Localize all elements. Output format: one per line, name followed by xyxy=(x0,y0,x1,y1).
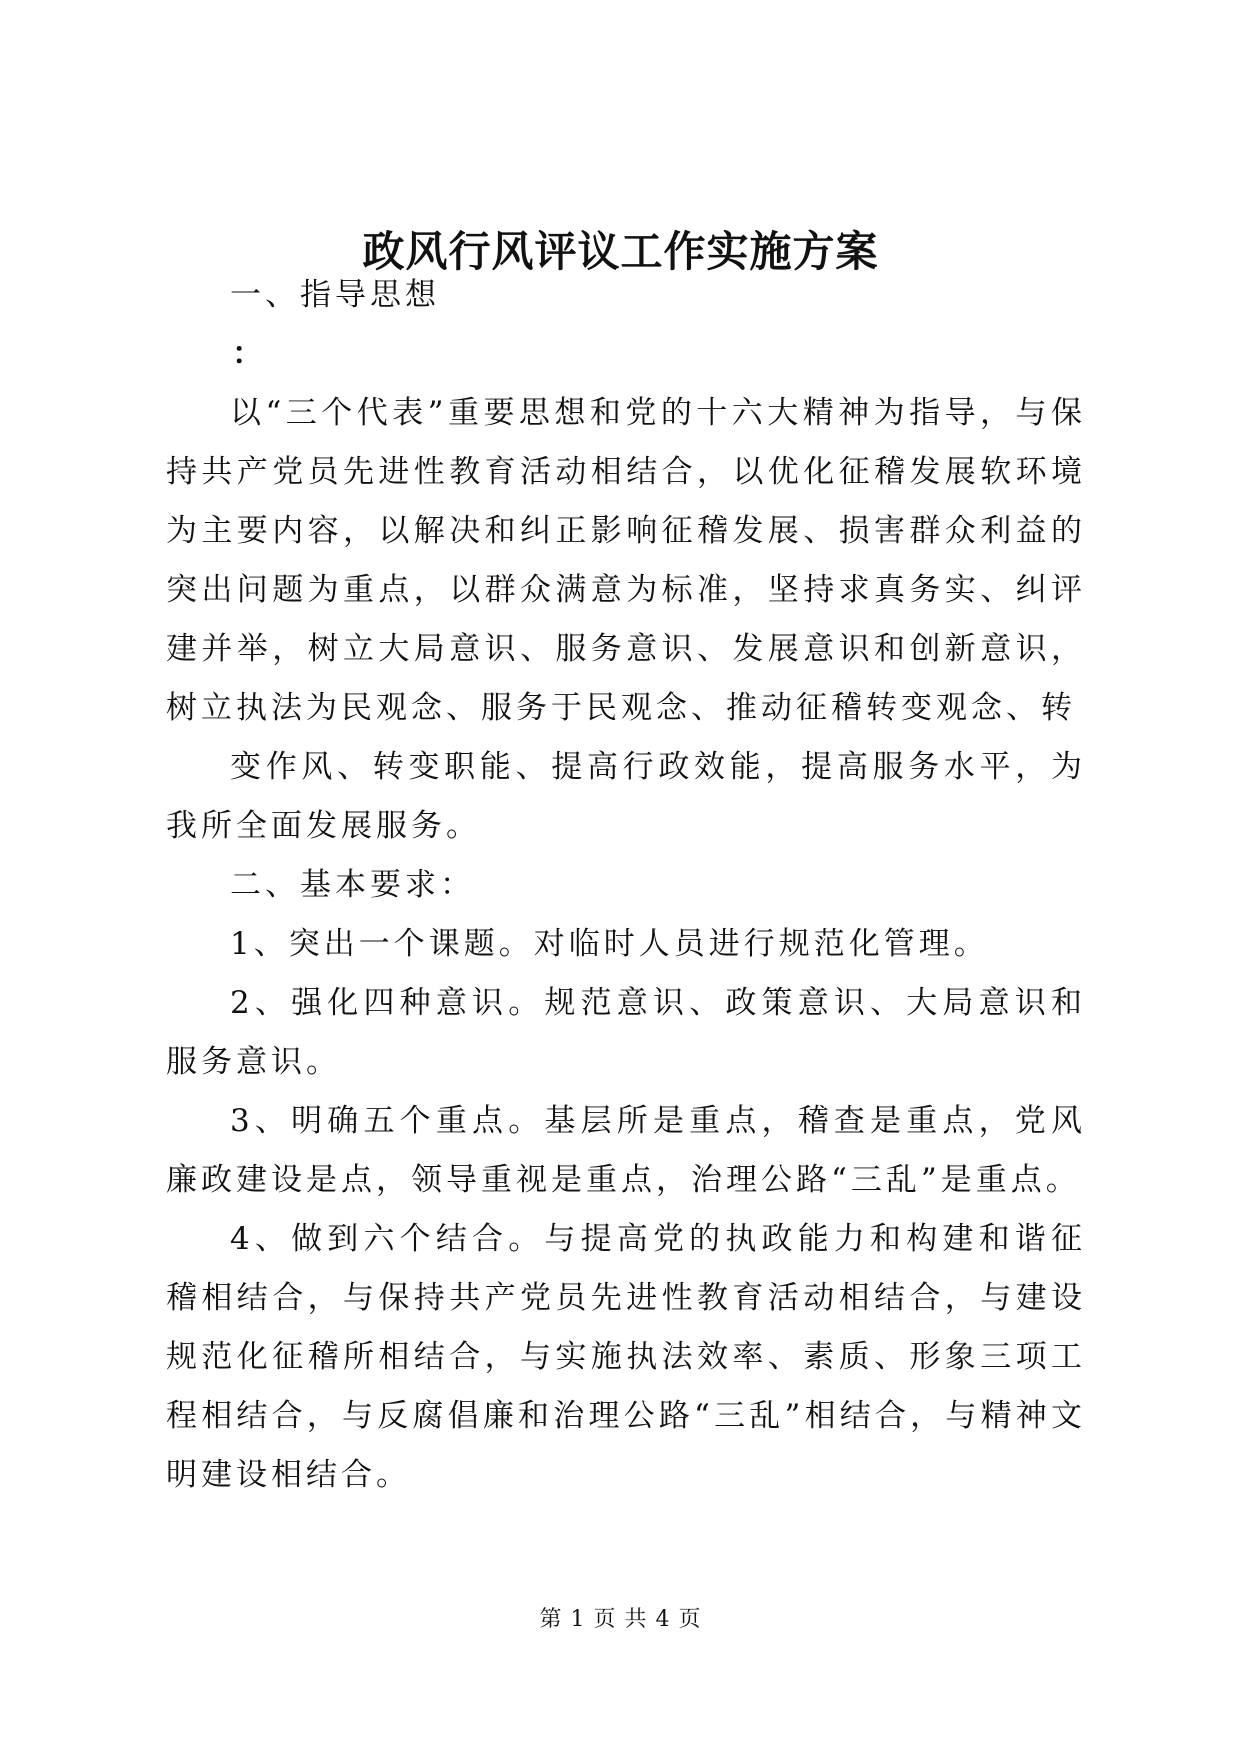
document-body xyxy=(166,266,1086,1505)
requirement-item-2: 2、强化四种意识。规范意识、政策意识、大局意识和服务意识。 xyxy=(166,985,1086,1080)
document-title: 政风行风评议工作实施方案 xyxy=(362,227,879,276)
requirement-item-3: 3、明确五个重点。基层所是重点，稽查是重点，党风廉政建设是点，领导重视是重点，治理公路“三乱”是重点。 xyxy=(166,1103,1086,1198)
section-heading-guiding-ideology: 一、指导思想 xyxy=(230,277,440,313)
paragraph-guiding-ideology-1: 以“三个代表”重要思想和党的十六大精神为指导，与保持共产党员先进性教育活动相结合，以优化征稽发展软环境为主要内容，以解决和纠正影响征稽发展、损害群众利益的突出问题为重点，以群众满意为标准，坚持求真务实、纠评建并举，树立大局意识、服务意识、发展意识和创新意识，树立执法为民观念、服务于民观念、推动征稽转变观念、转 xyxy=(166,395,1086,726)
section-heading-basic-requirements: 二、基本要求： xyxy=(230,867,475,903)
page-footer: 第 1 页 共 4 页 xyxy=(539,1607,702,1632)
requirement-item-4: 4、做到六个结合。与提高党的执政能力和构建和谐征稽相结合，与保持共产党员先进性教育活动相结合，与建设规范化征稽所相结合，与实施执法效率、素质、形象三项工程相结合，与反腐倡廉和治理公路“三乱”相结合，与精神文明建设相结合。 xyxy=(166,1221,1086,1493)
colon-line: ： xyxy=(232,336,263,372)
paragraph-guiding-ideology-2: 变作风、转变职能、提高行政效能，提高服务水平，为我所全面发展服务。 xyxy=(166,749,1086,844)
requirement-item-1: 1、突出一个课题。对临时人员进行规范化管理。 xyxy=(230,926,989,962)
